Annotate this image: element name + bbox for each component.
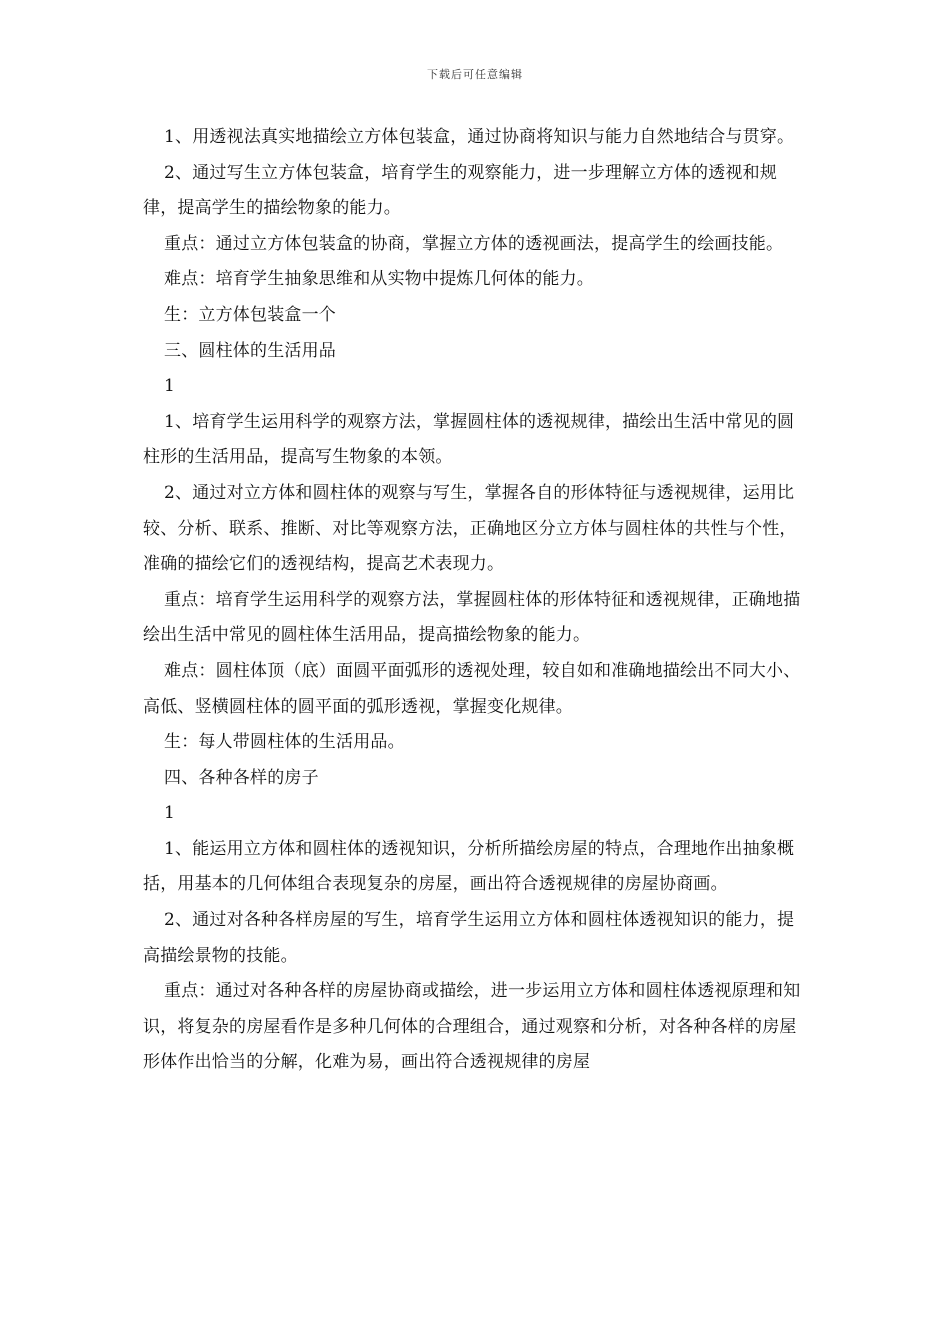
- paragraph-objective-2: 2、通过对立方体和圆柱体的观察与写生，掌握各自的形体特征与透视规律，运用比较、分析、联系、推断、对比等观察方法，正确地区分立方体与圆柱体的共性与个性，准确的描绘它们的透视结构，提高艺术表现力。: [143, 482, 797, 575]
- paragraph-objective-2: 2、通过写生立方体包装盒，培育学生的观察能力，进一步理解立方体的透视和规律，提高学生的描绘物象的能力。: [143, 162, 778, 219]
- paragraph-number: 1: [164, 803, 176, 824]
- document-body: [143, 120, 811, 1081]
- paragraph-number: 1: [164, 376, 176, 397]
- paragraph-objective-1: 1、培育学生运用科学的观察方法，掌握圆柱体的透视规律，描绘出生活中常见的圆柱形的生活用品，提高写生物象的本领。: [143, 411, 795, 468]
- section-heading-cylinder: 三、圆柱体的生活用品: [164, 340, 336, 361]
- paragraph-key-point: 重点：通过立方体包装盒的协商，掌握立方体的透视画法，提高学生的绘画技能。: [164, 233, 784, 254]
- paragraph-difficulty: 难点：培育学生抽象思维和从实物中提炼几何体的能力。: [164, 269, 594, 290]
- paragraph-objective-1: 1、用透视法真实地描绘立方体包装盒，通过协商将知识与能力自然地结合与贯穿。: [164, 127, 795, 147]
- section-heading-houses: 四、各种各样的房子: [164, 767, 319, 788]
- paragraph-objective-2: 2、通过对各种各样房屋的写生，培育学生运用立方体和圆柱体透视知识的能力，提高描绘景物的技能。: [143, 910, 795, 966]
- paragraph-objective-1: 1、能运用立方体和圆柱体的透视知识，分析所描绘房屋的特点，合理地作出抽象概括，用基本的几何体组合表现复杂的房屋，画出符合透视规律的房屋协商画。: [143, 838, 795, 895]
- paragraph-key-point: 重点：通过对各种各样的房屋协商或描绘，进一步运用立方体和圆柱体透视原理和知识，将复杂的房屋看作是多种几何体的合理组合，通过观察和分析，对各种各样的房屋形体作出恰当的分解，化难为易，画出符合透视规律的房屋: [143, 981, 801, 1073]
- paragraph-materials: 生：立方体包装盒一个: [164, 304, 336, 325]
- paragraph-materials: 生：每人带圆柱体的生活用品。: [164, 732, 405, 753]
- paragraph-difficulty: 难点：圆柱体顶（底）面圆平面弧形的透视处理，较自如和准确地描绘出不同大小、高低、竖横圆柱体的圆平面的弧形透视，掌握变化规律。: [143, 660, 801, 717]
- paragraph-key-point: 重点：培育学生运用科学的观察方法，掌握圆柱体的形体特征和透视规律，正确地描绘出生活中常见的圆柱体生活用品，提高描绘物象的能力。: [143, 589, 801, 646]
- page-header-note: 下载后可任意编辑: [427, 68, 523, 81]
